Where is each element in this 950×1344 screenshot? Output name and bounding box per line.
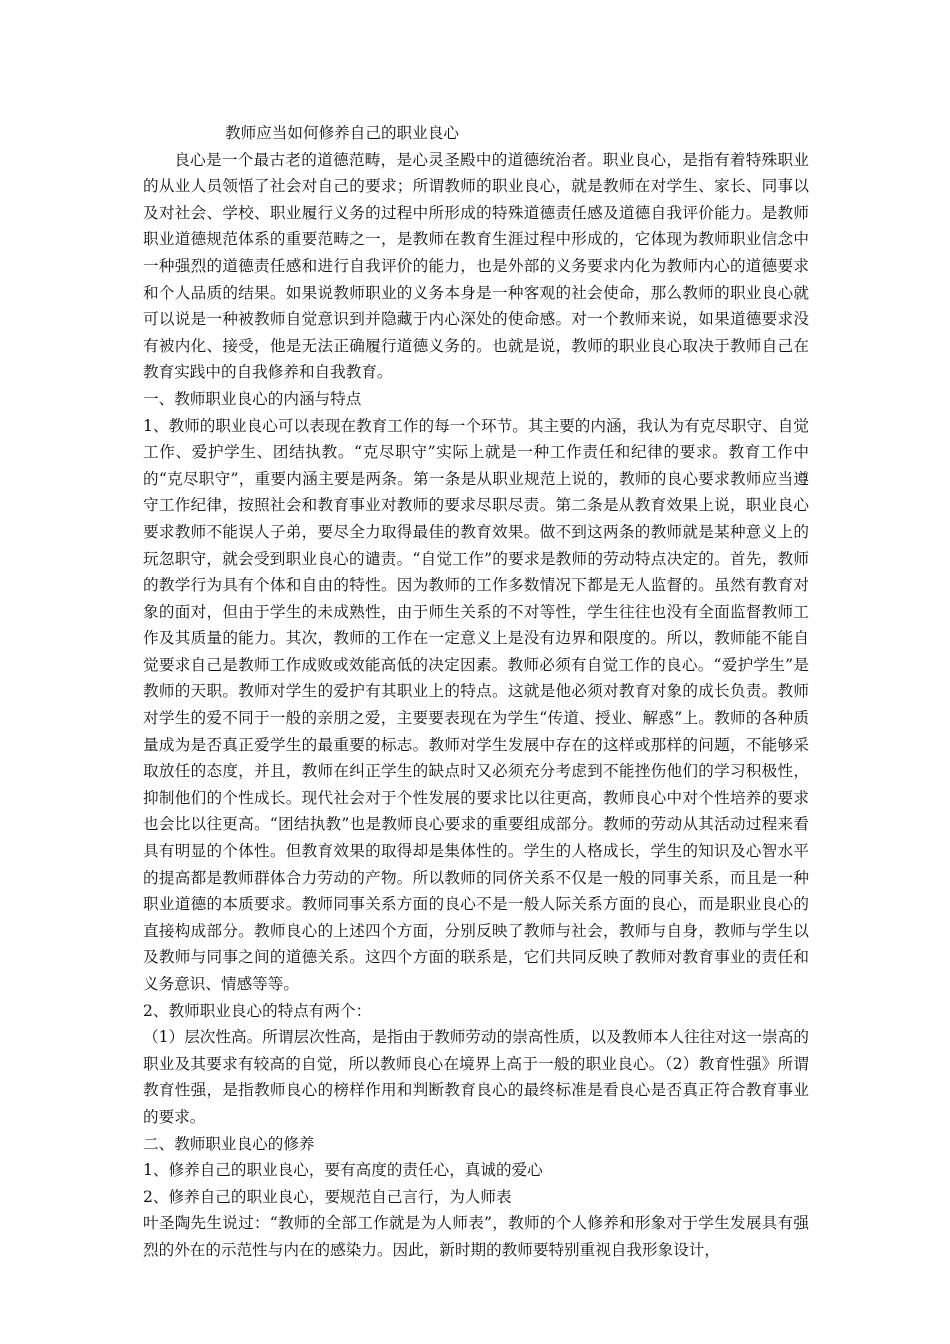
document-title: 教师应当如何修养自己的职业良心 <box>225 124 459 142</box>
paragraph-connotation: 1、教师的职业良心可以表现在教育工作的每一个环节。其主要的内涵，我认为有克尽职守、自觉工作、爱护学生、团结执教。“克尽职守”实际上就是一种工作责任和纪律的要求。教育工作中的“克尽职守”，重要内涵主要是两条。第一条是从职业规范上说的，教师的良心要求教师应当遵守工作纪律，按照社会和教育事业对教师的要求尽职尽责。第二条是从教育效果上说，职业良心要求教师不能误人子弟，要尽全力取得最佳的教育效果。做不到这两条的教师就是某种意义上的玩忽职守，就会受到职业良心的谴责。“自觉工作”的要求是教师的劳动特点决定的。首先，教师的教学行为具有个体和自由的特性。因为教师的工作多数情况下都是无人监督的。虽然有教育对象的面对，但由于学生的未成熟性，由于师生关系的不对等性，学生往往也没有全面监督教师工作及其质量的能力。其次，教师的工作在一定意义上是没有边界和限度的。所以，教师能不能自觉要求自己是教师工作成败或效能高低的决定因素。教师必须有自觉工作的良心。“爱护学生”是教师的天职。教师对学生的爱护有其职业上的特点。这就是他必须对教育对象的成长负责。教师对学生的爱不同于一般的亲朋之爱，主要要表现在为学生“传道、授业、解惑”上。教师的各种质量成为是否真正爱学生的最重要的标志。教师对学生发展中存在的这样或那样的问题，不能够采取放任的态度，并且，教师在纠正学生的缺点时又必须充分考虑到不能挫伤他们的学习积极性，抑制他们的个性成长。现代社会对于个性发展的要求比以往更高，教师良心中对个性培养的要求也会比以往更高。“团结执教”也是教师良心要求的重要组成部分。教师的劳动从其活动过程来看具有明显的个体性。但教育效果的取得却是集体性的。学生的人格成长，学生的知识及心智水平的提高都是教师群体合力劳动的产物。所以教师的同侪关系不仅是一般的同事关系，而且是一种职业道德的本质要求。教师同事关系方面的良心不是一般人际关系方面的良心，而是职业良心的直接构成部分。教师良心的上述四个方面，分别反映了教师与社会，教师与自身，教师与学生以及教师与同事之间的道德关系。这四个方面的联系是，它们共同反映了教师对教育事业的责任和义务意识、情感等等。 <box>143 416 809 993</box>
section-heading-1: 一、教师职业良心的内涵与特点 <box>143 389 362 408</box>
paragraph-cultivation-1: 1、修养自己的职业良心，要有高度的责任心，真诚的爱心 <box>143 1161 543 1180</box>
paragraph-cultivation-2: 2、修养自己的职业良心，要规范自己言行，为人师表 <box>143 1187 512 1206</box>
paragraph-characteristics-heading: 2、教师职业良心的特点有两个： <box>143 1001 372 1020</box>
paragraph-intro: 良心是一个最古老的道德范畴，是心灵圣殿中的道德统治者。职业良心，是指有着特殊职业的从业人员领悟了社会对自己的要求；所谓教师的职业良心，就是教师在对学生、家长、同事以及对社会、学校、职业履行义务的过程中所形成的特殊道德责任感及道德自我评价能力。是教师职业道德规范体系的重要范畴之一，是教师在教育生涯过程中形成的，它体现为教师职业信念中一种强烈的道德责任感和进行自我评价的能力，也是外部的义务要求内化为教师内心的道德要求和个人品质的结果。如果说教师职业的义务本身是一种客观的社会使命，那么教师的职业良心就可以说是一种被教师自觉意识到并隐藏于内心深处的使命感。对一个教师来说，如果道德要求没有被内化、接受，他是无法正确履行道德义务的。也就是说，教师的职业良心取决于教师自己在教育实践中的自我修养和自我教育。 <box>143 150 809 382</box>
paragraph-quote: 叶圣陶先生说过：“教师的全部工作就是为人师表”，教师的个人修养和形象对于学生发展具有强烈的外在的示范性与内在的感染力。因此，新时期的教师要特别重视自我形象设计， <box>143 1214 809 1259</box>
paragraph-characteristics: （1）层次性高。所谓层次性高，是指由于教师劳动的崇高性质，以及教师本人往往对这一崇高的职业及其要求有较高的自觉，所以教师良心在境界上高于一般的职业良心。（2）教育性强》所谓教育性强，是指教师良心的榜样作用和判断教育良心的最终标准是看良心是否真正符合教育事业的要求。 <box>143 1028 809 1126</box>
document-page <box>143 120 809 1264</box>
section-heading-2: 二、教师职业良心的修养 <box>143 1134 315 1153</box>
